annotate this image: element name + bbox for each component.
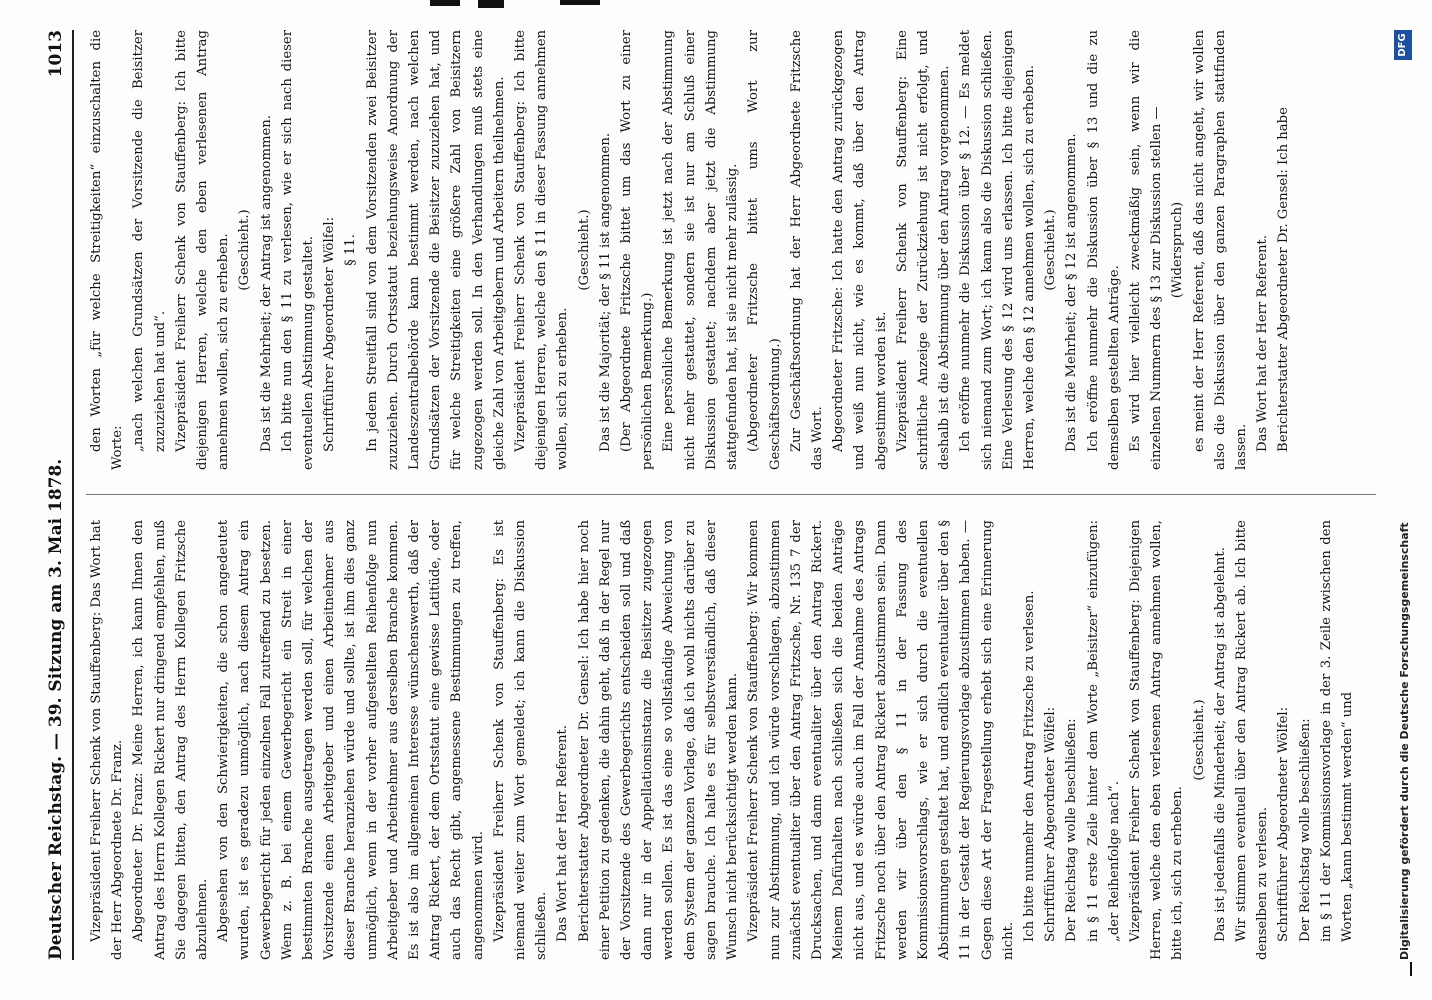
paragraph: Ich eröffne nunmehr die Diskussion über § 13 und die zu demselben gestellten Anträge. — [1085, 30, 1122, 470]
text-column-right — [86, 30, 1376, 470]
column-divider — [86, 494, 1376, 495]
paragraph: Das ist die Mehrheit; der Antrag ist angenommen. — [258, 115, 274, 452]
paragraph: (Der Abgeordnete Fritzsche bittet um das Wort zu einer persönlichen Bemerkung.) — [619, 30, 656, 470]
paragraph: es meint der Herr Referent, daß das nicht angeht, wir wollen also die Diskussion über den ganzen Paragraphen stattfinden lassen. — [1191, 30, 1249, 470]
paragraph: Das Wort hat der Herr Referent. — [555, 725, 571, 942]
paragraph: Schriftführer Abgeordneter Wölfel: — [322, 216, 338, 452]
paragraph: Vizepräsident Freiherr Schenk von Stauffenberg: Ich bitte diejenigen Herren, welche den eben verlesenen Antrag annehmen wollen, sich zu erheben. — [173, 30, 232, 470]
page-number: 1013 — [46, 30, 66, 78]
paragraph: (Widerspruch) — [1170, 201, 1186, 299]
paragraph: „nach welchen Grundsätzen der Vorsitzende die Beisitzer zuzuziehen hat und“. — [131, 30, 168, 452]
paragraph: Vizepräsident Freiherr Schenk von Stauffenberg: Wir kommen nun zur Abstimmung, und ich würde vorschlagen, abzustimmen zunächst eventualiter über den Antrag Fritzsche, Nr. 135 7 der Drucksachen, und dann eventualiter über den Antrag Rickert. Meinem Dafürhalten nach schließen sich die beiden Anträge nicht aus, und es würde auch im Fall der Annahme des Antrags Fritzsche noch über den Antrag Rickert abzustimmen sein. Dann werden wir über den § 11 in der Fassung des Kommissionsvorschlags, wie er sich durch die eventuellen Abstimmungen gestaltet hat, und endlich eventualiter über den § 11 in der Gestalt der Regierungsvorlage abzustimmen haben. — Gegen diese Art der Fragestellung erhebt sich eine Erinnerung nicht. — [746, 520, 1016, 960]
text-column-left — [86, 520, 1376, 960]
paragraph: Schriftführer Abgeordneter Wölfel: — [1043, 706, 1059, 942]
paragraph: (Geschieht.) — [237, 209, 253, 291]
paragraph: Das ist die Majorität; der § 11 ist angenommen. — [597, 132, 613, 452]
paragraph: Zur Geschäftsordnung hat der Herr Abgeordnete Fritzsche das Wort. — [788, 30, 825, 470]
paragraph: (Geschieht.) — [1043, 209, 1059, 291]
paragraph: Berichterstatter Abgeordneter Dr. Gensel: Ich habe hier noch einer Petition zu gedenken, die dahin geht, daß in der Regel nur der Vorsitzende des Gewerbegerichts entscheiden soll und daß dann nur in der Appellationsinstanz die Beisitzer zugezogen werden sollen. Es ist das eine so vollständige Abweichung von dem System der ganzen Vorlage, daß ich wohl nichts darüber zu sagen brauche. Ich halte es für selbstverständlich, daß dieser Wunsch nicht berücksichtigt werden kann. — [576, 520, 741, 960]
paragraph: Der Reichstag wolle beschließen: — [1297, 718, 1313, 942]
paragraph: Vizepräsident Freiherr Schenk von Stauffenberg: Es ist niemand weiter zum Wort gemeldet; ich kann die Diskussion schließen. — [491, 520, 550, 960]
paragraph: Ich bitte nun den § 11 zu verlesen, wie er sich nach dieser eventuellen Abstimmung gestaltet. — [279, 30, 317, 470]
paragraph: Es wird hier vielleicht zweckmäßig sein, wenn wir die einzelnen Nummern des § 13 zur Diskussion stellen — — [1127, 30, 1165, 470]
dfg-logo: DFG — [1394, 30, 1412, 60]
paragraph: den Worten „für welche Streitigkeiten“ einzuschalten die Worte: — [89, 30, 126, 470]
paragraph: (Abgeordneter Fritzsche bittet ums Wort zur Geschäftsordnung.) — [746, 30, 783, 470]
paragraph: In jedem Streitfall sind von dem Vorsitzenden zwei Beisitzer zuzuziehen. Durch Ortsstatut beziehungsweise Anordnung der Landeszentralbehörde kann bestimmt werden, nach welchen Grundsätzen der Vorsitzende die Beisitzer zuzuziehen hat, und für welche Streitigkeiten eine größere Zahl von Beisitzern zugezogen werden soll. In den Verhandlungen muß stets eine gleiche Zahl von Arbeitgebern und Arbeitern theilnehmen. — [364, 30, 507, 470]
paragraph: Schriftführer Abgeordneter Wölfel: — [1276, 706, 1292, 942]
paragraph: (Geschieht.) — [1191, 699, 1207, 781]
paragraph: Ich eröffne nunmehr die Diskussion über § 12. — Es meldet sich niemand zum Wort; ich kann also die Diskussion schließen. Eine Verlesung des § 12 wird uns erlassen. Ich bitte diejenigen Herren, welche den § 12 annehmen wollen, sich zu erheben. — [958, 30, 1037, 470]
paragraph: Vizepräsident Freiherr Schenk von Stauffenberg: Das Wort hat der Herr Abgeordnete Dr. Franz. — [89, 520, 126, 960]
paragraph: Der Reichstag wolle beschließen: — [1064, 718, 1080, 942]
paragraph: Vizepräsident Freiherr Schenk von Stauffenberg: Eine schriftliche Anzeige der Zurückziehung ist nicht erfolgt, und deshalb ist die Abstimmung über den Antrag vorgenommen. — [894, 30, 953, 470]
paragraph: in § 11 erste Zeile hinter dem Worte „Beisitzer“ einzufügen: „der Reihenfolge nach“. — [1085, 520, 1122, 942]
paragraph: Das Wort hat der Herr Referent. — [1255, 235, 1271, 452]
paragraph: Berichterstatter Abgeordneter Dr. Gensel: Ich habe — [1276, 107, 1292, 452]
paragraph: Vizepräsident Freiherr Schenk von Stauffenberg: Diejenigen Herren, welche den eben verlesenen Antrag annehmen wollen, bitte ich, sich zu erheben. — [1127, 520, 1186, 960]
paragraph: Das ist jedenfalls die Minderheit; der Antrag ist abgelehnt. — [1212, 547, 1228, 942]
paragraph: (Geschieht.) — [576, 209, 592, 291]
funding-note: Digitalisierung gefördert durch die Deutsche Forschungsgemeinschaft — [1398, 522, 1411, 960]
paragraph: Abgesehen von den Schwierigkeiten, die schon angedeutet wurden, ist es geradezu unmöglich, nach diesem Antrag ein Gewerbegericht für jeden einzelnen Fall zutreffend zu besetzen. Wenn z. B. bei einem Gewerbegericht ein Streit in einer bestimmten Branche ausgetragen werden soll, für welchen der Vorsitzende einen Arbeitgeber und einen Arbeitnehmer aus dieser Branche heranziehen würde und sollte, ist ihm dies ganz unmöglich, wenn in der vorher aufgestellten Reihenfolge nun Arbeitgeber und Arbeitnehmer aus derselben Branche kommen. Es ist also im allgemeinen Interesse wünschenswerth, daß der Antrag Rickert, der dem Ortsstatut eine gewisse Latitüde, oder auch das Recht gibt, angemessene Bestimmungen zu treffen, angenommen wird. — [216, 520, 486, 960]
paragraph: Ich bitte nunmehr den Antrag Fritzsche zu verlesen. — [1021, 590, 1037, 942]
running-head: Deutscher Reichstag. — 39. Sitzung am 3. Mai 1878. — [46, 458, 66, 960]
paragraph: Abgeordneter Dr. Franz: Meine Herren, ich kann Ihnen den Antrag des Herrn Kollegen Rickert nur dringend empfehlen, muß Sie dagegen bitten, den Antrag des Herrn Kollegen Fritzsche abzulehnen. — [131, 520, 211, 960]
paragraph: Eine persönliche Bemerkung ist jetzt nach der Abstimmung nicht mehr gestattet, sondern sie ist nur am Schluß einer Diskussion gestattet; nachdem aber jetzt die Abstimmung stattgefunden hat, ist sie nicht mehr zulässig. — [661, 30, 741, 470]
paragraph: im § 11 der Kommissionsvorlage in der 3. Zeile zwischen den Worten „kann bestimmt werden“ und — [1318, 520, 1355, 942]
paragraph: § 11. — [343, 234, 359, 266]
page-header — [42, 30, 74, 960]
paragraph: Vizepräsident Freiherr Schenk von Stauffenberg: Ich bitte diejenigen Herren, welche den § 11 in dieser Fassung annehmen wollen, sich zu erheben. — [513, 30, 571, 470]
paragraph: Abgeordneter Fritzsche: Ich hatte den Antrag zurückgezogen und weiß nun nicht, wie es kommt, daß über den Antrag abgestimmt worden ist. — [831, 30, 889, 470]
paragraph: Wir stimmen eventuell über den Antrag Rickert ab. Ich bitte denselben zu verlesen. — [1233, 520, 1271, 960]
paragraph: Das ist die Mehrheit; der § 12 ist angenommen. — [1064, 133, 1080, 452]
